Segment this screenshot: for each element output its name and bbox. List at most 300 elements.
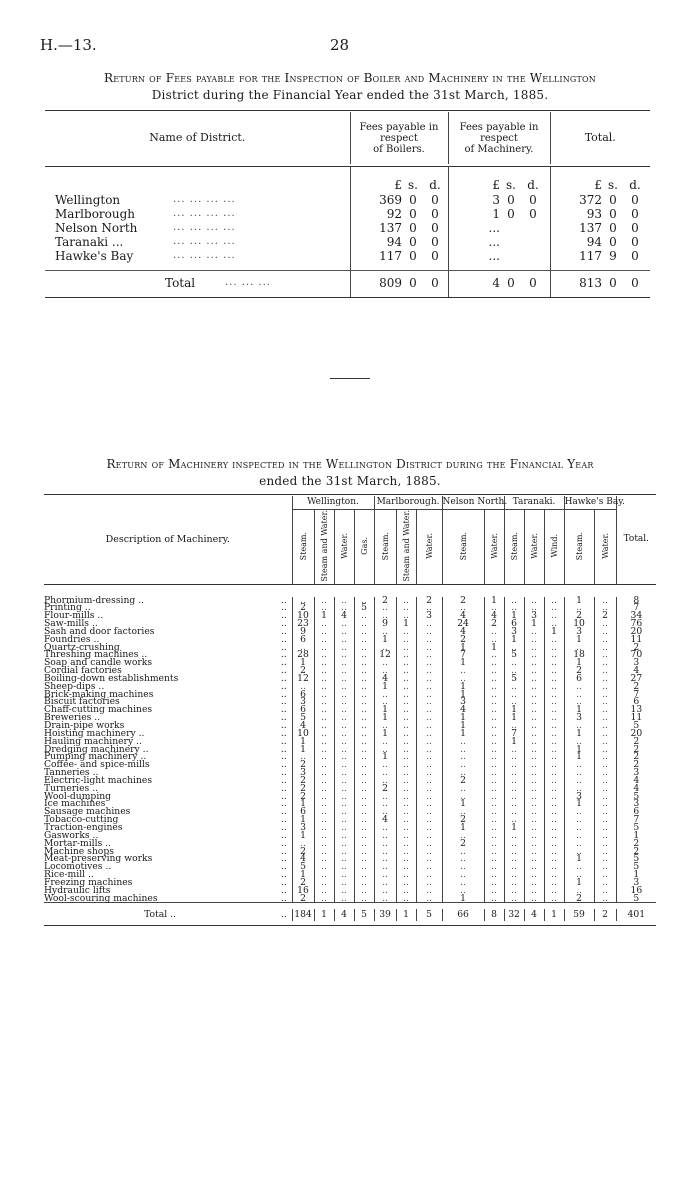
machinery-value: .. bbox=[594, 683, 616, 691]
machinery-value: .. bbox=[334, 738, 354, 746]
machinery-value: .. bbox=[594, 698, 616, 706]
machinery-value: .. bbox=[396, 785, 416, 793]
machinery-row bbox=[44, 832, 656, 840]
machinery-value: .. bbox=[374, 848, 396, 856]
machinery-value: 1 bbox=[564, 706, 594, 714]
machinery-unit-pounds: £ bbox=[492, 178, 500, 192]
machinery-subcol-label: Wind. bbox=[549, 534, 559, 558]
fees-machinery-pounds: ... bbox=[488, 249, 500, 263]
machinery-value: .. bbox=[564, 722, 594, 730]
machinery-value: .. bbox=[396, 777, 416, 785]
machinery-row-total: 5 bbox=[616, 895, 656, 903]
machinery-value: 1 bbox=[374, 753, 396, 761]
machinery-value: 9 bbox=[292, 628, 314, 636]
machinery-value: .. bbox=[354, 808, 374, 816]
machinery-value: .. bbox=[334, 644, 354, 652]
machinery-value: .. bbox=[594, 644, 616, 652]
machinery-value: 7 bbox=[442, 651, 484, 659]
machinery-value: .. bbox=[504, 746, 524, 754]
machinery-value: .. bbox=[396, 871, 416, 879]
machinery-value: .. bbox=[544, 730, 564, 738]
machinery-subcol-label: Steam. bbox=[380, 531, 390, 560]
machinery-value: .. bbox=[416, 808, 442, 816]
machinery-name: Sausage machines bbox=[44, 806, 131, 818]
machinery-value: 1 bbox=[442, 800, 484, 808]
machinery-value: 1 bbox=[564, 855, 594, 863]
fees-header-row bbox=[45, 112, 650, 164]
machinery-name: Threshing machines .. bbox=[44, 649, 148, 661]
machinery-value: .. bbox=[334, 675, 354, 683]
machinery-value: .. bbox=[484, 667, 504, 675]
machinery-value: 16 bbox=[292, 887, 314, 895]
machinery-value: .. bbox=[314, 746, 334, 754]
machinery-value: .. bbox=[442, 761, 484, 769]
machinery-value: .. bbox=[416, 840, 442, 848]
machinery-name: Cordial factories bbox=[44, 665, 122, 677]
machinery-subcol-label: Water. bbox=[424, 532, 434, 559]
machinery-value: .. bbox=[544, 753, 564, 761]
machinery-value: .. bbox=[484, 738, 504, 746]
machinery-value: 5 bbox=[354, 604, 374, 612]
machinery-value: .. bbox=[524, 651, 544, 659]
machinery-name: Electric-light machines bbox=[44, 774, 153, 786]
machinery-value: 1 bbox=[292, 832, 314, 840]
machinery-value: 1 bbox=[374, 683, 396, 691]
machinery-value: 1 bbox=[314, 612, 334, 620]
machinery-row-total: 1 bbox=[616, 871, 656, 879]
fees-boilers-pounds: 117 bbox=[379, 249, 402, 263]
machinery-value: .. bbox=[594, 777, 616, 785]
fees-machinery-shillings: 0 bbox=[507, 193, 515, 207]
machinery-value: .. bbox=[354, 628, 374, 636]
machinery-value: .. bbox=[374, 769, 396, 777]
machinery-value: .. bbox=[354, 738, 374, 746]
machinery-value: 1 bbox=[442, 824, 484, 832]
machinery-value: .. bbox=[416, 800, 442, 808]
machinery-value: .. bbox=[484, 824, 504, 832]
machinery-value: .. bbox=[374, 612, 396, 620]
machinery-value: .. bbox=[416, 879, 442, 887]
machinery-name: Turneries .. bbox=[44, 782, 99, 794]
machinery-value: .. bbox=[396, 604, 416, 612]
machinery-value: .. bbox=[354, 659, 374, 667]
machinery-value: .. bbox=[334, 667, 354, 675]
machinery-subcol-1 bbox=[314, 510, 334, 585]
machinery-dots: .. bbox=[280, 672, 287, 684]
machinery-value: .. bbox=[314, 620, 334, 628]
machinery-dots: .. bbox=[280, 633, 287, 645]
machinery-value: .. bbox=[544, 840, 564, 848]
machinery-value: .. bbox=[416, 785, 442, 793]
machinery-row bbox=[44, 706, 656, 714]
machinery-row-total: 1 bbox=[616, 832, 656, 840]
machinery-dots: .. bbox=[280, 696, 287, 708]
machinery-value: .. bbox=[334, 769, 354, 777]
machinery-value: .. bbox=[524, 597, 544, 605]
machinery-row bbox=[44, 675, 656, 683]
machinery-row-total: 6 bbox=[616, 808, 656, 816]
machinery-value: 1 bbox=[442, 730, 484, 738]
machinery-value: .. bbox=[396, 840, 416, 848]
machinery-value: .. bbox=[416, 706, 442, 714]
machinery-row bbox=[44, 840, 656, 848]
machinery-value: 10 bbox=[292, 612, 314, 620]
machinery-value: .. bbox=[354, 698, 374, 706]
machinery-row bbox=[44, 863, 656, 871]
machinery-unit-pence: d. bbox=[527, 178, 539, 192]
machinery-value: .. bbox=[374, 871, 396, 879]
machinery-value: 1 bbox=[504, 612, 524, 620]
machinery-name: Tobacco-cutting bbox=[44, 814, 119, 826]
machinery-row bbox=[44, 793, 656, 801]
machinery-value: .. bbox=[564, 761, 594, 769]
machinery-value: .. bbox=[594, 887, 616, 895]
fees-district-name: Hawke's Bay bbox=[55, 249, 134, 263]
machinery-value: .. bbox=[396, 816, 416, 824]
fees-boilers-shillings: 0 bbox=[409, 235, 417, 249]
machinery-value: .. bbox=[292, 840, 314, 848]
fees-total-pounds: 117 bbox=[579, 249, 602, 263]
machinery-value: .. bbox=[314, 628, 334, 636]
machinery-value: .. bbox=[564, 777, 594, 785]
machinery-dots: .. bbox=[280, 649, 287, 661]
machinery-name: Freezing machines bbox=[44, 876, 133, 888]
machinery-value: .. bbox=[314, 722, 334, 730]
machinery-dots: .. bbox=[280, 782, 287, 794]
machinery-value: 1 bbox=[442, 722, 484, 730]
machinery-value: .. bbox=[594, 824, 616, 832]
machinery-value: .. bbox=[524, 683, 544, 691]
machinery-value: .. bbox=[484, 753, 504, 761]
machinery-bottom-rule-cell bbox=[44, 921, 656, 926]
machinery-value: .. bbox=[442, 855, 484, 863]
machinery-value: .. bbox=[416, 848, 442, 856]
machinery-value: .. bbox=[594, 800, 616, 808]
fees-total-pence: 0 bbox=[631, 221, 639, 235]
machinery-value: .. bbox=[524, 628, 544, 636]
machinery-name: Hydraulic lifts bbox=[44, 884, 111, 896]
machinery-value: .. bbox=[374, 604, 396, 612]
machinery-value: .. bbox=[374, 777, 396, 785]
district-group-2: Nelson North. bbox=[442, 496, 504, 510]
machinery-value: .. bbox=[544, 800, 564, 808]
machinery-value: .. bbox=[314, 887, 334, 895]
machinery-value: 1 bbox=[292, 746, 314, 754]
machinery-value: .. bbox=[564, 769, 594, 777]
fees-boilers-shillings: 0 bbox=[409, 221, 417, 235]
machinery-value: .. bbox=[416, 753, 442, 761]
machinery-value: .. bbox=[594, 659, 616, 667]
machinery-row-total: 2 bbox=[616, 644, 656, 652]
machinery-value: .. bbox=[354, 785, 374, 793]
machinery-value: 6 bbox=[564, 675, 594, 683]
machinery-value: .. bbox=[396, 800, 416, 808]
fees-total-pence: 0 bbox=[631, 207, 639, 221]
machinery-value: .. bbox=[442, 753, 484, 761]
machinery-value: .. bbox=[334, 895, 354, 903]
machinery-value: .. bbox=[314, 714, 334, 722]
fees-total-machinery-pence: 0 bbox=[529, 276, 537, 290]
machinery-value: .. bbox=[314, 738, 334, 746]
machinery-value: .. bbox=[334, 887, 354, 895]
machinery-value: .. bbox=[484, 769, 504, 777]
machinery-value: .. bbox=[374, 879, 396, 887]
fees-total-pounds: 137 bbox=[579, 221, 602, 235]
machinery-grand-total: 401 bbox=[616, 909, 656, 921]
machinery-value: .. bbox=[564, 848, 594, 856]
machinery-value: .. bbox=[334, 761, 354, 769]
fees-leader-dots: ... ... ... ... bbox=[173, 222, 236, 233]
machinery-value: .. bbox=[504, 604, 524, 612]
machinery-value: .. bbox=[416, 683, 442, 691]
machinery-value: 6 bbox=[292, 636, 314, 644]
machinery-value: 1 bbox=[374, 714, 396, 722]
machinery-dots: .. bbox=[280, 751, 287, 763]
machinery-row-total: 5 bbox=[616, 722, 656, 730]
machinery-value: 10 bbox=[564, 620, 594, 628]
fees-boilers-pounds: 137 bbox=[379, 221, 402, 235]
machinery-value: .. bbox=[314, 761, 334, 769]
section-divider bbox=[330, 378, 370, 379]
machinery-value: .. bbox=[396, 722, 416, 730]
machinery-value: .. bbox=[594, 769, 616, 777]
machinery-name: Coffee- and spice-mills bbox=[44, 759, 150, 771]
machinery-name: Wool-scouring machines bbox=[44, 892, 158, 904]
machinery-row-total: 16 bbox=[616, 887, 656, 895]
machinery-subcol-label: Water. bbox=[489, 532, 499, 559]
machinery-row bbox=[44, 597, 656, 605]
machinery-value: .. bbox=[354, 667, 374, 675]
machinery-value: 5 bbox=[292, 863, 314, 871]
machinery-name: Hoisting machinery .. bbox=[44, 727, 145, 739]
machinery-subcol-0 bbox=[292, 510, 314, 585]
machinery-row-total: 5 bbox=[616, 824, 656, 832]
machinery-value: .. bbox=[564, 863, 594, 871]
machinery-value: 3 bbox=[292, 824, 314, 832]
machinery-value: .. bbox=[544, 644, 564, 652]
machinery-dots: .. bbox=[280, 798, 287, 810]
fees-total-shillings: 0 bbox=[609, 207, 617, 221]
machinery-value: .. bbox=[334, 714, 354, 722]
machinery-row-total: 2 bbox=[616, 683, 656, 691]
machinery-dots: .. bbox=[280, 727, 287, 739]
machinery-subcol-label: Steam. bbox=[509, 531, 519, 560]
machinery-value: .. bbox=[374, 800, 396, 808]
machinery-row-total: 4 bbox=[616, 785, 656, 793]
machinery-value: 1 bbox=[374, 706, 396, 714]
machinery-value: .. bbox=[354, 722, 374, 730]
machinery-name: Soap and candle works bbox=[44, 657, 153, 669]
machinery-value: .. bbox=[544, 785, 564, 793]
machinery-value: .. bbox=[524, 753, 544, 761]
machinery-col-description bbox=[44, 496, 292, 584]
machinery-value: 10 bbox=[292, 730, 314, 738]
machinery-value: .. bbox=[314, 667, 334, 675]
machinery-name: Printing .. bbox=[44, 602, 91, 614]
machinery-value: .. bbox=[442, 793, 484, 801]
machinery-value: 4 bbox=[442, 706, 484, 714]
machinery-value: .. bbox=[564, 785, 594, 793]
machinery-row-total: 5 bbox=[616, 855, 656, 863]
fees-total-rule bbox=[45, 270, 650, 271]
machinery-value: 4 bbox=[442, 612, 484, 620]
machinery-dots: .. bbox=[280, 806, 287, 818]
machinery-value: .. bbox=[334, 659, 354, 667]
machinery-row bbox=[44, 761, 656, 769]
machinery-value: .. bbox=[354, 675, 374, 683]
machinery-value: 2 bbox=[442, 597, 484, 605]
machinery-value: .. bbox=[314, 793, 334, 801]
machinery-value: 2 bbox=[292, 777, 314, 785]
machinery-total-value: 66 bbox=[442, 909, 484, 921]
machinery-name: Pumping machinery .. bbox=[44, 751, 147, 763]
machinery-value: .. bbox=[354, 691, 374, 699]
machinery-value: .. bbox=[544, 738, 564, 746]
fees-machinery-shillings: 0 bbox=[507, 207, 515, 221]
fees-boilers-pounds: 369 bbox=[379, 193, 402, 207]
machinery-value: .. bbox=[416, 604, 442, 612]
machinery-value: .. bbox=[484, 793, 504, 801]
fees-total-pence: 0 bbox=[631, 193, 639, 207]
machinery-value: .. bbox=[374, 895, 396, 903]
machinery-dots: .. bbox=[280, 876, 287, 888]
machinery-value: .. bbox=[334, 604, 354, 612]
machinery-value: .. bbox=[484, 628, 504, 636]
machinery-value: 12 bbox=[292, 675, 314, 683]
machinery-name: Mortar-mills .. bbox=[44, 837, 111, 849]
machinery-value: .. bbox=[334, 793, 354, 801]
machinery-value: 3 bbox=[292, 698, 314, 706]
fees-district-name: Taranaki ... bbox=[55, 235, 124, 249]
machinery-value: 3 bbox=[442, 698, 484, 706]
machinery-value: 3 bbox=[292, 769, 314, 777]
machinery-value: 1 bbox=[374, 730, 396, 738]
machinery-value: 5 bbox=[292, 714, 314, 722]
fees-col-boilers: Fees payable in respect of Boilers. bbox=[350, 112, 448, 164]
machinery-value: .. bbox=[416, 824, 442, 832]
machinery-subcol-label: Steam. bbox=[458, 531, 468, 560]
machinery-name: Meat-preserving works bbox=[44, 853, 153, 865]
machinery-value: .. bbox=[504, 667, 524, 675]
machinery-value: 1 bbox=[484, 644, 504, 652]
machinery-value: .. bbox=[544, 691, 564, 699]
machinery-value: .. bbox=[504, 840, 524, 848]
machinery-value: .. bbox=[484, 691, 504, 699]
machinery-value: .. bbox=[442, 848, 484, 856]
total-unit-pounds: £ bbox=[594, 178, 602, 192]
machinery-value: .. bbox=[314, 659, 334, 667]
machinery-value: .. bbox=[354, 793, 374, 801]
machinery-subcol-3 bbox=[354, 510, 374, 585]
machinery-name: Machine shops bbox=[44, 845, 114, 857]
machinery-value: .. bbox=[594, 628, 616, 636]
machinery-value: .. bbox=[354, 871, 374, 879]
machinery-value: .. bbox=[314, 895, 334, 903]
machinery-total-value: 4 bbox=[524, 909, 544, 921]
machinery-subcol-label: Water. bbox=[339, 532, 349, 559]
machinery-dots: .. bbox=[280, 704, 287, 716]
machinery-value: .. bbox=[504, 597, 524, 605]
machinery-value: 2 bbox=[292, 879, 314, 887]
machinery-value: .. bbox=[524, 832, 544, 840]
machinery-value: .. bbox=[564, 698, 594, 706]
machinery-value: .. bbox=[484, 706, 504, 714]
fees-machinery-pence: 0 bbox=[529, 207, 537, 221]
machinery-value: 4 bbox=[334, 612, 354, 620]
machinery-value: .. bbox=[544, 651, 564, 659]
machinery-value: .. bbox=[334, 683, 354, 691]
machinery-value: .. bbox=[524, 785, 544, 793]
machinery-value: .. bbox=[354, 777, 374, 785]
machinery-group-row bbox=[44, 496, 656, 510]
machinery-value: .. bbox=[396, 855, 416, 863]
machinery-value: .. bbox=[374, 863, 396, 871]
machinery-value: .. bbox=[524, 698, 544, 706]
machinery-value: 9 bbox=[374, 620, 396, 628]
machinery-value: .. bbox=[504, 848, 524, 856]
machinery-value: .. bbox=[416, 855, 442, 863]
machinery-value: .. bbox=[484, 816, 504, 824]
machinery-value: 1 bbox=[524, 620, 544, 628]
machinery-value: 1 bbox=[564, 636, 594, 644]
machinery-value: .. bbox=[314, 644, 334, 652]
machinery-subcol-6 bbox=[416, 510, 442, 585]
fees-total-machinery-pounds: 4 bbox=[492, 276, 500, 290]
machinery-value: 1 bbox=[504, 738, 524, 746]
machinery-value: .. bbox=[314, 769, 334, 777]
machinery-subcol-10 bbox=[524, 510, 544, 585]
machinery-value: .. bbox=[334, 597, 354, 605]
machinery-value: .. bbox=[504, 800, 524, 808]
machinery-value: .. bbox=[354, 753, 374, 761]
machinery-value: .. bbox=[594, 753, 616, 761]
machinery-value: .. bbox=[544, 863, 564, 871]
fees-district-name: Nelson North bbox=[55, 221, 138, 235]
machinery-subcol-12 bbox=[564, 510, 594, 585]
machinery-dots: .. bbox=[280, 594, 287, 606]
machinery-value: .. bbox=[524, 793, 544, 801]
machinery-value: .. bbox=[594, 793, 616, 801]
machinery-name: Phormium-dressing .. bbox=[44, 594, 145, 606]
machinery-name: Boiling-down establishments bbox=[44, 672, 179, 684]
machinery-top-rule bbox=[44, 494, 656, 495]
machinery-value: .. bbox=[524, 879, 544, 887]
machinery-row bbox=[44, 691, 656, 699]
machinery-value: .. bbox=[544, 895, 564, 903]
machinery-value: 2 bbox=[292, 793, 314, 801]
machinery-value: .. bbox=[524, 895, 544, 903]
machinery-dots: .. bbox=[280, 909, 287, 921]
machinery-value: 1 bbox=[504, 824, 524, 832]
machinery-value: .. bbox=[524, 636, 544, 644]
machinery-value: .. bbox=[524, 659, 544, 667]
machinery-subcol-label: Water. bbox=[600, 532, 610, 559]
machinery-value: .. bbox=[374, 691, 396, 699]
machinery-value: .. bbox=[484, 855, 504, 863]
machinery-value: .. bbox=[374, 746, 396, 754]
machinery-dots: .. bbox=[280, 759, 287, 771]
machinery-value: 1 bbox=[564, 746, 594, 754]
machinery-row bbox=[44, 612, 656, 620]
machinery-name: Dredging machinery .. bbox=[44, 743, 149, 755]
machinery-value: 28 bbox=[292, 651, 314, 659]
machinery-value: .. bbox=[504, 769, 524, 777]
machinery-value: 2 bbox=[564, 667, 594, 675]
machinery-dots: .. bbox=[280, 845, 287, 857]
machinery-value: .. bbox=[314, 855, 334, 863]
machinery-value: .. bbox=[504, 777, 524, 785]
machinery-value: .. bbox=[594, 667, 616, 675]
